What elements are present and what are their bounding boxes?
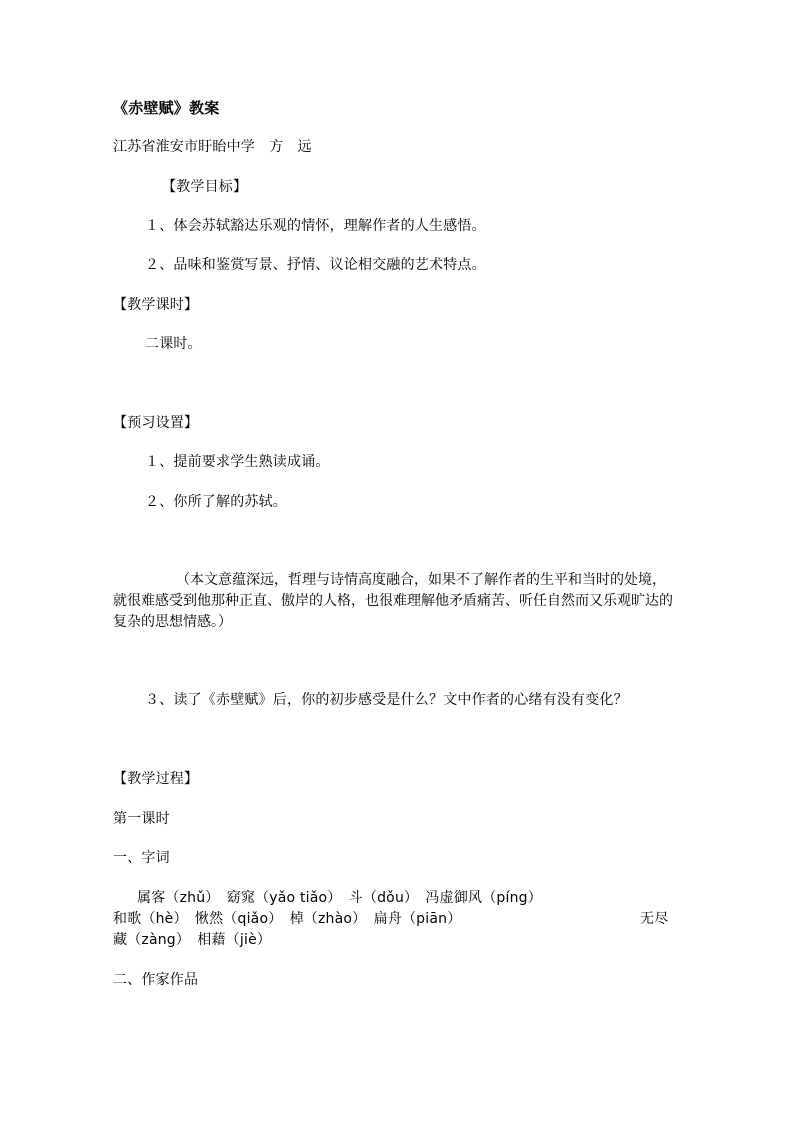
goals-heading: 【教学目标】 [162,179,248,195]
preview-note-text: （本文意蕴深远，哲理与诗情高度融合，如果不了解作者的生平和当时的处境，就很难感受到他那种正直、傲岸的人格，也很难理解他矛盾痛苦、听任自然而又乐观旷达的复杂的思想情感。） [113,572,673,630]
vocab-line-2-left: 和歌（hè） 愀然（qiǎo） 棹（zhào） 扁舟（piān） [113,911,462,927]
preview-item-1: １、提前要求学生熟读成诵。 [145,454,330,470]
goal-item-2: ２、品味和鉴赏写景、抒情、议论相交融的艺术特点。 [145,257,486,273]
process-heading: 【教学过程】 [113,771,199,787]
hours-text: 二课时。 [145,336,202,352]
document-title: 《赤壁赋》教案 [113,99,220,117]
vocab-line-2-right: 无尽 [640,911,669,927]
section-vocab-heading: 一、字词 [113,850,170,866]
preview-item-2: ２、你所了解的苏轼。 [145,494,287,510]
preview-item-3: ３、读了《赤壁赋》后，你的初步感受是什么？文中作者的心绪有没有变化？ [145,692,628,708]
author-line: 江苏省淮安市盱眙中学 方 远 [113,139,312,155]
preview-note [113,570,678,633]
vocab-line-3: 藏（zàng） 相藉（jiè） [113,932,272,948]
goal-item-1: １、体会苏轼豁达乐观的情怀，理解作者的人生感悟。 [145,218,486,234]
preview-heading: 【预习设置】 [113,415,199,431]
vocab-line-1: 属客（zhǔ） 窈窕（yǎo tiǎo） 斗（dǒu） 冯虚御风（píng） [137,890,542,906]
lesson-label: 第一课时 [113,811,170,827]
hours-heading: 【教学课时】 [113,297,199,313]
section-author-works-heading: 二、作家作品 [113,972,199,988]
